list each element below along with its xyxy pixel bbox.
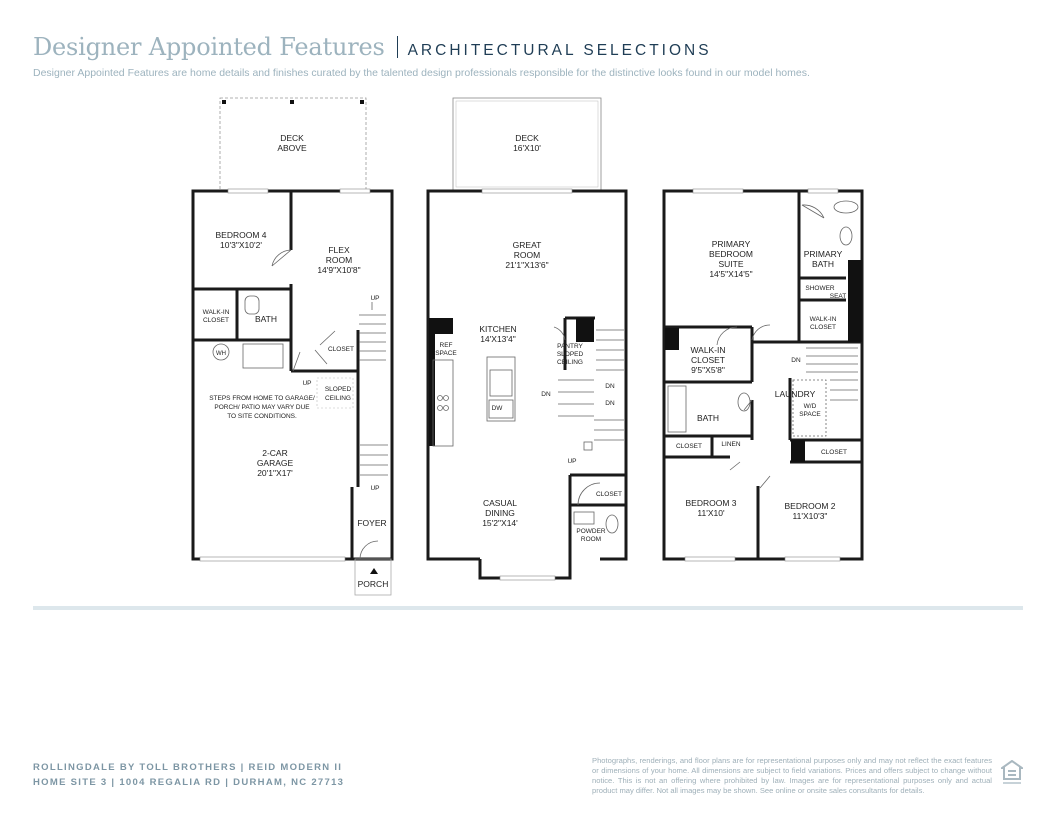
label-porch: PORCH [357, 579, 389, 589]
label-great-dims: 21'1"X13'6" [505, 260, 549, 270]
third-floor-plan [664, 189, 862, 561]
label-bedroom2-name: BEDROOM 2 [784, 501, 836, 511]
label-pantry-2: SLOPED [556, 351, 584, 358]
label-closet-right: CLOSET [820, 449, 848, 456]
label-great-2: ROOM [513, 250, 541, 260]
label-sloped-2: CEILING [324, 395, 352, 402]
label-bath: BATH [696, 413, 720, 423]
label-bedroom4-dims: 10'3"X10'2' [220, 240, 262, 250]
label-closet-left: CLOSET [675, 443, 703, 450]
label-suite-2: BEDROOM [709, 249, 753, 259]
second-floor-labels [435, 133, 622, 543]
label-deck-2: 16'X10' [513, 143, 541, 153]
page-subtitle: ARCHITECTURAL SELECTIONS [407, 42, 712, 59]
label-sloped-1: SLOPED [324, 386, 352, 393]
label-garage-2: GARAGE [256, 458, 294, 468]
label-bedroom3-dims: 11'X10' [697, 508, 725, 518]
label-bedroom4-name: BEDROOM 4 [215, 230, 267, 240]
label-great-1: GREAT [512, 240, 542, 250]
label-walkin-dims: 9'5"X5'8" [691, 365, 725, 375]
label-shower: SHOWER [805, 285, 835, 292]
label-wd-1: W/D [803, 403, 817, 410]
second-floor-fixtures [433, 327, 624, 533]
section-divider [33, 606, 1023, 610]
label-dn-right-1: DN [605, 383, 615, 390]
label-flex-2: ROOM [325, 255, 353, 265]
page-title: Designer Appointed Features [33, 33, 385, 61]
label-dn: DN [791, 357, 801, 364]
label-walkin-2: CLOSET [690, 355, 726, 365]
page-description: Designer Appointed Features are home details and finishes curated by the talented design professionals responsible for the distinctive looks found in our model homes. [33, 67, 810, 79]
label-dw: DW [491, 405, 503, 412]
label-steps-2: PORCH/ PATIO MAY VARY DUE [214, 404, 310, 411]
label-walkin-1: WALK-IN [690, 345, 726, 355]
label-closet: CLOSET [327, 346, 355, 353]
label-powder-2: ROOM [580, 536, 602, 543]
label-foyer: FOYER [357, 518, 387, 528]
footer-disclaimer: Photographs, renderings, and floor plans are for representational purposes only and may not reflect the exact features or dimensions of your home. All dimensions are subject to field variations. Prices and offers subject to change without notice. This is not an offering where prohibited by law. Images are for representational purposes only and actual product may differ. Not all images may be shown. See online or onsite sales consultants for details. [592, 756, 992, 795]
label-steps-3: TO SITE CONDITIONS. [227, 413, 297, 420]
footer-community [33, 760, 344, 790]
label-kitchen-dims: 14'X13'4" [480, 334, 516, 344]
label-primary-bath-1: PRIMARY [803, 249, 843, 259]
equal-housing-icon [1001, 760, 1023, 786]
label-ref-1: REF [439, 342, 453, 349]
label-closet: CLOSET [595, 491, 623, 498]
second-floor-plan [428, 98, 626, 580]
label-suite-1: PRIMARY [711, 239, 751, 249]
first-floor-labels [203, 133, 389, 589]
label-deck-1: DECK [515, 133, 539, 143]
label-pantry-1: PANTRY [557, 343, 583, 350]
label-pantry-3: CEILING [556, 359, 584, 366]
label-steps-1: STEPS FROM HOME TO GARAGE/ [209, 395, 315, 402]
label-seat: SEAT [829, 293, 847, 300]
label-walkin-small-1: WALK-IN [809, 316, 837, 323]
footer-line1: ROLLINGDALE BY TOLL BROTHERS | REID MODERN II [33, 762, 343, 773]
label-suite-dims: 14'5"X14'5" [709, 269, 753, 279]
label-suite-3: SUITE [718, 259, 744, 269]
label-walkin-1: WALK-IN [202, 309, 230, 316]
label-deck-above-2: ABOVE [277, 143, 307, 153]
label-dn-right-2: DN [605, 400, 615, 407]
label-kitchen-name: KITCHEN [479, 324, 517, 334]
label-primary-bath-2: BATH [811, 259, 835, 269]
label-up-foyer: UP [370, 485, 380, 492]
label-wh: WH [216, 351, 226, 357]
label-walkin-small-2: CLOSET [809, 324, 837, 331]
label-walkin-2: CLOSET [202, 317, 230, 324]
label-bath: BATH [254, 314, 278, 324]
label-dn-left: DN [541, 391, 551, 398]
label-garage-dims: 20'1"X17' [257, 468, 293, 478]
first-floor-plan [193, 98, 392, 595]
label-up-stair: UP [370, 295, 380, 302]
label-powder-1: POWDER [576, 528, 606, 535]
label-wd-2: SPACE [799, 411, 821, 418]
label-laundry: LAUNDRY [774, 389, 816, 399]
label-garage-1: 2-CAR [262, 448, 288, 458]
label-deck-above-1: DECK [280, 133, 304, 143]
label-dining-1: CASUAL [482, 498, 518, 508]
label-bedroom2-dims: 11'X10'3" [792, 511, 828, 521]
label-flex-dims: 14'9"X10'8" [317, 265, 361, 275]
label-dining-dims: 15'2"X14' [482, 518, 518, 528]
first-floor-fixtures [213, 250, 391, 595]
label-linen: LINEN [721, 441, 741, 448]
label-dining-2: DINING [485, 508, 515, 518]
footer-line2: HOME SITE 3 | 1004 REGALIA RD | DURHAM, NC 27713 [33, 777, 345, 788]
label-bedroom3-name: BEDROOM 3 [685, 498, 737, 508]
label-ref-2: SPACE [435, 350, 457, 357]
label-up-garage: UP [302, 380, 312, 387]
label-flex-1: FLEX [328, 245, 350, 255]
label-up: UP [567, 458, 577, 465]
